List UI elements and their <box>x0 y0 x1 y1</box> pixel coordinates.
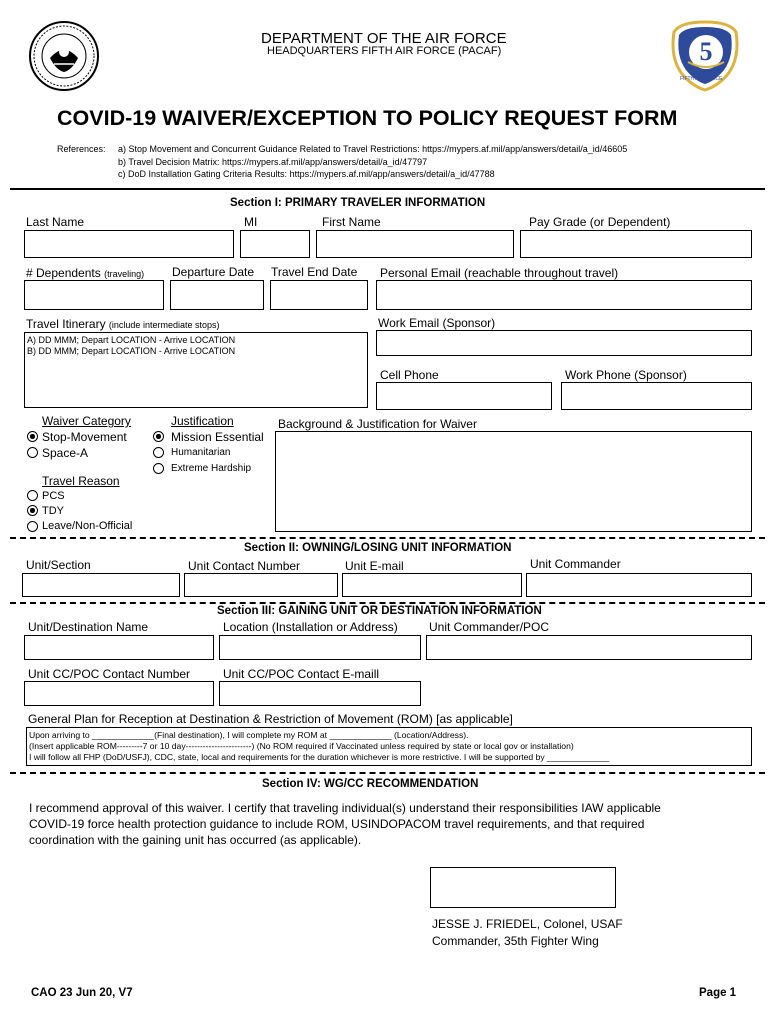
divider <box>10 537 765 539</box>
last-name-field[interactable] <box>24 230 234 258</box>
work-phone-field[interactable] <box>561 382 752 410</box>
signature-field[interactable] <box>430 867 616 908</box>
cc-contact-email-field[interactable] <box>219 681 421 706</box>
plan-line-1: Upon arriving to _____________(Final destination), I will complete my ROM at _____________ (Location/Address). <box>29 730 469 740</box>
justification-radio-extreme-hardship[interactable] <box>153 463 164 474</box>
reference-a: a) Stop Movement and Concurrent Guidance Related to Travel Restrictions: https://mypers.af.mil/app/answers/detail/a_id/46605 <box>118 144 628 154</box>
justification-option-mission-essential: Mission Essential <box>171 430 264 444</box>
waiver-radio-stop-movement[interactable] <box>27 431 38 442</box>
location-field[interactable] <box>219 635 421 660</box>
divider <box>10 602 765 604</box>
departure-date-label: Departure Date <box>172 265 255 279</box>
divider <box>10 772 765 774</box>
signer-title: Commander, 35th Fighter Wing <box>432 934 599 948</box>
mi-field[interactable] <box>240 230 310 258</box>
unit-contact-number-field[interactable] <box>184 573 338 597</box>
dependents-label-text: # Dependents <box>26 266 101 280</box>
justification-option-extreme-hardship: Extreme Hardship <box>171 463 252 474</box>
unit-section-field[interactable] <box>22 573 180 597</box>
pay-grade-label: Pay Grade (or Dependent) <box>529 215 671 229</box>
justification-option-humanitarian: Humanitarian <box>171 447 231 458</box>
personal-email-label: Personal Email (reachable throughout travel) <box>380 266 619 280</box>
headquarters-heading: HEADQUARTERS FIFTH AIR FORCE (PACAF) <box>267 45 502 57</box>
reference-b: b) Travel Decision Matrix: https://mypers.af.mil/app/answers/detail/a_id/47797 <box>118 157 428 167</box>
statement-line-3: coordination with the gaining unit has occurred (as applicable). <box>29 833 362 847</box>
dependents-label <box>26 267 144 279</box>
travel-end-date-label: Travel End Date <box>271 265 358 279</box>
justification-radio-humanitarian[interactable] <box>153 447 164 458</box>
travel-end-date-field[interactable] <box>270 280 368 310</box>
mi-label: MI <box>244 215 258 229</box>
unit-contact-number-label: Unit Contact Number <box>188 559 301 573</box>
department-heading: DEPARTMENT OF THE AIR FORCE <box>261 30 507 47</box>
form-version: CAO 23 Jun 20, V7 <box>31 987 133 999</box>
travel-reason-label: Travel Reason <box>42 474 120 488</box>
cell-phone-field[interactable] <box>376 382 552 410</box>
general-plan-label: General Plan for Reception at Destination & Restriction of Movement (ROM) [as applicable] <box>28 712 513 726</box>
emblem-caption: FIFTH AIR FORCE <box>680 76 723 82</box>
personal-email-field[interactable] <box>376 280 752 310</box>
dependents-field[interactable] <box>24 280 164 310</box>
svg-text:5: 5 <box>699 37 713 66</box>
work-phone-label: Work Phone (Sponsor) <box>565 368 687 382</box>
unit-destination-label: Unit/Destination Name <box>28 620 149 634</box>
statement-line-1: I recommend approval of this waiver. I certify that traveling individual(s) understand their responsibilities IAW applicable <box>29 801 661 815</box>
plan-line-2: (Insert applicable ROM---------7 or 10 day-----------------------) (No ROM required if Vaccinated unless required by state or local gov or installation) <box>29 741 574 751</box>
itinerary-field[interactable] <box>24 332 368 408</box>
itinerary-note: (include intermediate stops) <box>108 320 220 330</box>
general-plan-field[interactable] <box>26 727 752 766</box>
itinerary-line-b: B) DD MMM; Depart LOCATION - Arrive LOCATION <box>27 346 236 356</box>
dependents-note: (traveling) <box>104 269 145 279</box>
unit-email-field[interactable] <box>342 573 522 597</box>
background-field[interactable] <box>275 431 752 532</box>
pay-grade-field[interactable] <box>520 230 752 258</box>
unit-destination-field[interactable] <box>24 635 214 660</box>
divider <box>10 188 765 190</box>
section4-heading: Section IV: WG/CC RECOMMENDATION <box>262 778 479 790</box>
itinerary-label <box>26 318 219 330</box>
last-name-label: Last Name <box>26 215 85 229</box>
dod-seal <box>28 20 100 92</box>
reason-option-tdy: TDY <box>42 505 64 517</box>
reason-option-leave: Leave/Non-Official <box>42 520 133 532</box>
location-label: Location (Installation or Address) <box>223 620 398 634</box>
signer-name: JESSE J. FRIEDEL, Colonel, USAF <box>432 917 623 931</box>
work-email-label: Work Email (Sponsor) <box>378 316 496 330</box>
unit-cc-poc-label: Unit Commander/POC <box>429 620 550 634</box>
cell-phone-label: Cell Phone <box>380 368 439 382</box>
cc-contact-number-field[interactable] <box>24 681 214 706</box>
cc-contact-email-label: Unit CC/POC Contact E-maill <box>223 667 380 681</box>
cc-contact-number-label: Unit CC/POC Contact Number <box>28 667 191 681</box>
section3-heading: Section III: GAINING UNIT OR DESTINATION INFORMATION <box>217 605 542 617</box>
reason-radio-pcs[interactable] <box>27 490 38 501</box>
unit-email-label: Unit E-mail <box>345 559 404 573</box>
unit-section-label: Unit/Section <box>26 558 91 572</box>
departure-date-field[interactable] <box>170 280 264 310</box>
waiver-radio-space-a[interactable] <box>27 447 38 458</box>
references-label: References: <box>57 144 106 154</box>
itinerary-label-text: Travel Itinerary <box>26 317 106 331</box>
reason-radio-leave[interactable] <box>27 521 38 532</box>
unit-cc-poc-field[interactable] <box>426 635 752 660</box>
justification-radio-mission-essential[interactable] <box>153 431 164 442</box>
section1-heading: Section I: PRIMARY TRAVELER INFORMATION <box>230 197 486 209</box>
reference-c: c) DoD Installation Gating Criteria Results: https://mypers.af.mil/app/answers/detail/a_id/47788 <box>118 169 495 179</box>
section2-heading: Section II: OWNING/LOSING UNIT INFORMATION <box>244 542 512 554</box>
unit-commander-label: Unit Commander <box>530 557 621 571</box>
plan-line-3: I will follow all FHP (DoD/USFJ), CDC, state, local and requirements for the duration whichever is more restrictive. I will be supported by _____________ <box>29 752 610 762</box>
justification-label: Justification <box>171 414 234 428</box>
waiver-option-stop-movement: Stop-Movement <box>42 430 127 444</box>
waiver-category-label: Waiver Category <box>42 414 131 428</box>
first-name-field[interactable] <box>316 230 514 258</box>
form-title: COVID-19 WAIVER/EXCEPTION TO POLICY REQUEST FORM <box>57 106 678 130</box>
page-number: Page 1 <box>699 987 737 999</box>
background-label: Background & Justification for Waiver <box>278 417 477 431</box>
work-email-field[interactable] <box>376 330 752 356</box>
unit-commander-field[interactable] <box>526 573 752 597</box>
reason-radio-tdy[interactable] <box>27 505 38 516</box>
reason-option-pcs: PCS <box>42 490 65 502</box>
itinerary-line-a: A) DD MMM; Depart LOCATION - Arrive LOCATION <box>27 335 236 345</box>
first-name-label: First Name <box>322 215 381 229</box>
statement-line-2: COVID-19 force health protection guidance to include ROM, USINDOPACOM travel requirements, and that required <box>29 817 645 831</box>
waiver-option-space-a: Space-A <box>42 446 89 460</box>
